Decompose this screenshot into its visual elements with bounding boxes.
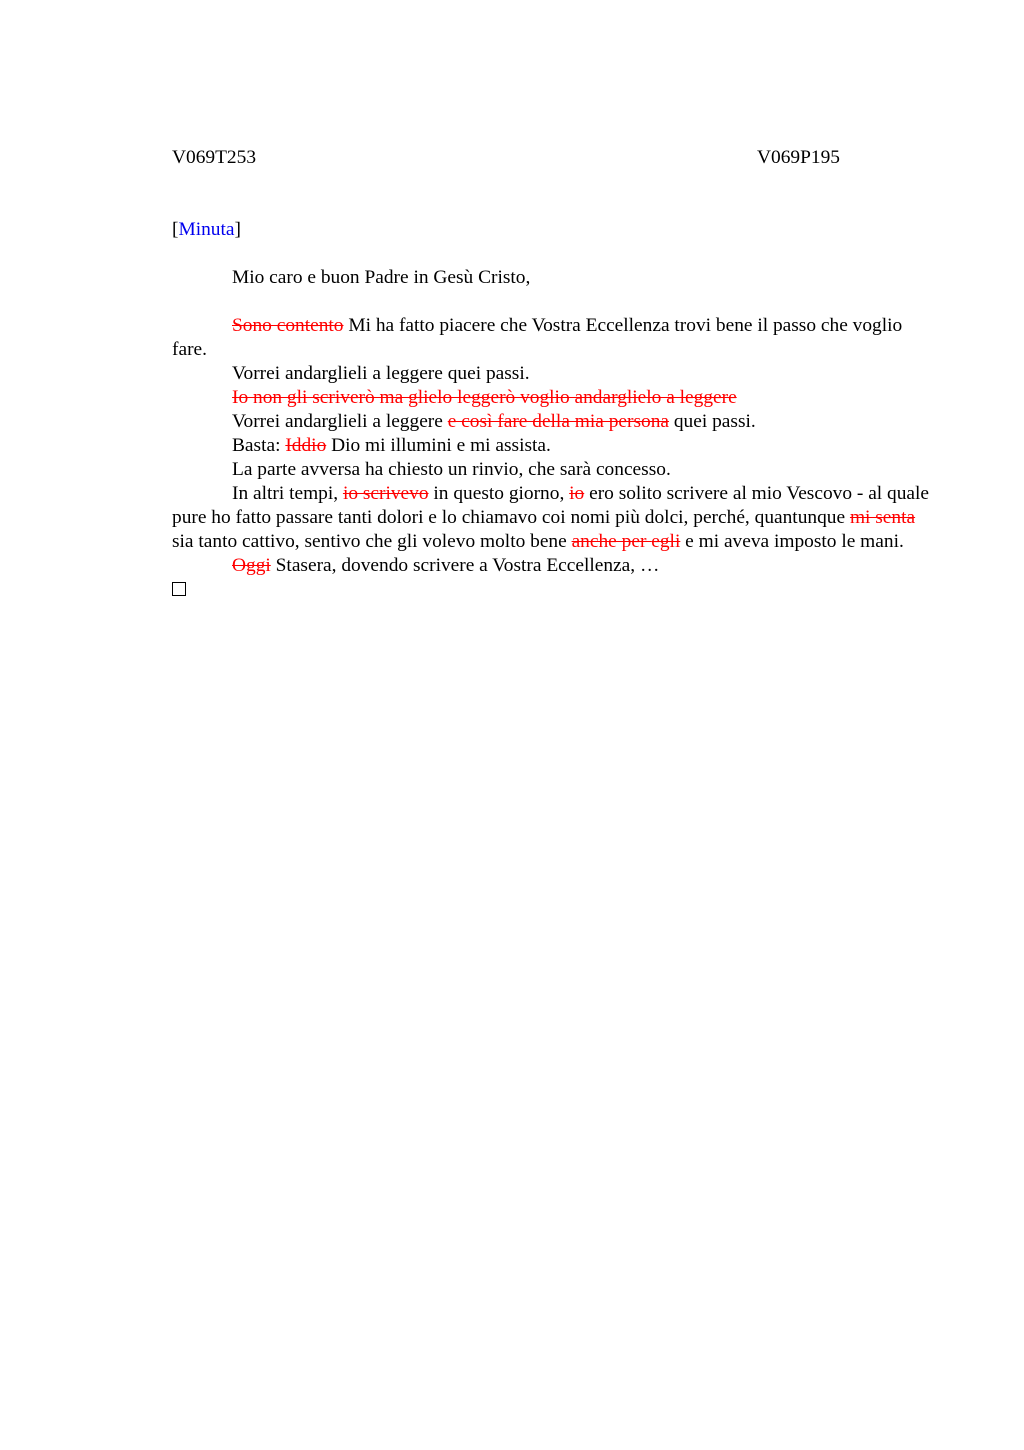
deleted-text: io — [569, 483, 585, 504]
paragraph-text: in questo giorno, — [428, 483, 570, 504]
minuta-tag — [172, 218, 241, 242]
paragraph-text: e mi aveva imposto le mani. — [680, 531, 904, 552]
minuta-close-bracket: ] — [234, 219, 241, 240]
paragraph-4 — [172, 410, 932, 434]
deleted-text: io scrivevo — [342, 483, 429, 504]
letter-body — [172, 266, 932, 602]
deleted-text: Iddio — [285, 435, 327, 456]
checkbox-icon — [172, 582, 186, 596]
paragraph-text: quei passi. — [669, 411, 756, 432]
paragraph-8 — [172, 554, 932, 578]
paragraph-text: Vorrei andarglieli a leggere — [232, 411, 448, 432]
salutation: Mio caro e buon Padre in Gesù Cristo, — [232, 267, 531, 288]
paragraph-6: La parte avversa ha chiesto un rinvio, che sarà concesso. — [232, 459, 671, 480]
paragraph-2: Vorrei andarglieli a leggere quei passi. — [232, 363, 530, 384]
document-code-right: V069P195 — [757, 147, 840, 168]
deleted-text: egli — [651, 531, 681, 552]
minuta-open-bracket: [ — [172, 219, 179, 240]
deleted-text: mi senta — [849, 507, 916, 528]
paragraph-1 — [172, 314, 932, 362]
deleted-text: Io non gli scriverò ma glielo leggerò voglio andarglielo a leggere — [232, 387, 737, 408]
paragraph-7 — [172, 482, 932, 554]
paragraph-5 — [172, 434, 932, 458]
minuta-link[interactable]: Minuta — [178, 219, 235, 240]
deleted-text: Oggi — [232, 555, 271, 576]
paragraph-text: Mi ha fatto piacere che Vostra Eccellenza trovi bene il passo che voglio fare. — [172, 315, 903, 360]
paragraph-text: Basta: — [232, 435, 286, 456]
paragraph-text: ero solito scrivere al mio Vescovo - al quale pure ho fatto passare tanti dolori e lo chiamavo coi nomi più dolci, perché, quantunque — [172, 483, 930, 528]
end-marker — [172, 578, 932, 602]
deleted-text: anche per — [571, 531, 652, 552]
paragraph-text: Dio mi illumini e mi assista. — [326, 435, 551, 456]
paragraph-text: sia tanto cattivo, sentivo che gli volevo molto bene — [172, 531, 572, 552]
paragraph-text: Stasera, dovendo scrivere a Vostra Eccellenza, … — [270, 555, 660, 576]
document-code-left: V069T253 — [172, 147, 257, 168]
paragraph-gap — [172, 290, 932, 314]
deleted-text: e così fare della mia persona — [447, 411, 670, 432]
paragraph-text: In altri tempi, — [232, 483, 343, 504]
deleted-text: Sono contento — [232, 315, 344, 336]
paragraph-3 — [172, 386, 932, 410]
